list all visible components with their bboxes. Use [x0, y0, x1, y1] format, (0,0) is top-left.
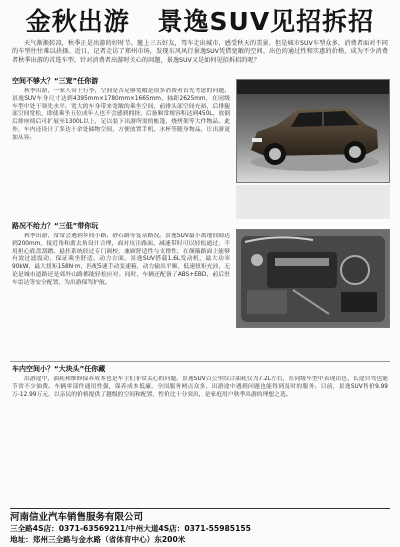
- suv-exterior-image: [237, 80, 389, 182]
- footer-divider: [10, 508, 390, 509]
- section-3-heading: 车内空间小？“大块头”任你藏: [12, 365, 106, 373]
- section-2-text-continued: [236, 330, 390, 359]
- section-2-text: 秋季出游，常常会遇到乡间小路、砂石路等复杂路况。景逸SUV最小离地间隙达到200mm，接近角和离去角设计合理，面对坑洼路面、减速带时可以轻松通过，不用担心底盘刮蹭。悬挂系统经过专门调校，兼顾舒适性与支撑性，在颠簸路面上能够有效过滤震动，保证乘坐舒适。动力方面，景逸SUV搭载1.6L发动机，最大功率90kW，最大扭矩158N·m，匹配5速手动变速箱，动力输出平顺，低速扭矩充沛，无论是城市道路还是郊外山路都能轻松应对。同时，车辆还配备了ABS+EBD、前后驻车雷达等安全配置，为出游保驾护航。: [12, 233, 230, 286]
- section-3-text: 出游途中，油耗和维修保养成本也是车主们非常关心的问题。景逸SUV百公里综合油耗仅为7.2L左右，在同级车型中表现出色，长途自驾也能节省不少油费。车辆零部件通用性强，保养成本低廉，全国服务网点众多，出游途中遇到问题也能得到及时的服务。目前，景逸SUV售价9.99万-12.99万元，以亲民的价格提供了越级的空间和配置，性价比十分突出，是家庭用户秋季出游的理想之选。: [12, 376, 388, 398]
- dealer-name: 河南信业汽车销售服务有限公司: [10, 512, 144, 523]
- headline-left: 金秋出游: [25, 7, 130, 36]
- headline-right: 景逸SUV见招拆招: [157, 7, 375, 36]
- headline: [0, 4, 400, 40]
- section-1-text: 秋季出游，一家人带上行李，空间是否足够宽敞是很多消费者首先考虑的问题。景逸SUV车身尺寸达到4395mm×1780mm×1665mm，轴距2625mm，在同级车型中处于领先水平。宽大的车身带来宽敞的乘坐空间，前排头部空间充裕，后排腿部空间宽松，即使乘坐五位成年人也不会感到拥挤。后备厢常规容积达到450L，放倒后排座椅后可扩展至1300L以上，足以装下出游所需的帐篷、烧烤架等大件物品。此外，车内还设计了多达十余处储物空间，方便放置手机、水杯等随身物品，让出游更加从容。: [12, 88, 230, 141]
- car-photo-exterior: [236, 79, 390, 183]
- intro-paragraph: 天气渐渐转凉，秋季正是出游的好时节。邀上三五好友，驾车走出城市，感受秋天的美景。但是城市SUV车型众多，消费者面对不同的车型往往难以抉择。近日，记者走访了郑州市场，发现东风风行景逸SUV凭借宽敞的空间、出色的通过性和实惠的价格，成为不少消费者秋季出游的首选车型。针对消费者出游时关心的问题，景逸SUV又是如何见招拆招的呢？: [12, 40, 388, 64]
- photo-1-background: [236, 185, 390, 219]
- dealer-address: 地址：郑州三全路与金水路（省体育中心）东200米: [10, 535, 186, 544]
- section-divider: [10, 361, 390, 362]
- engine-photo: [236, 229, 390, 328]
- engine-bay-image: [237, 230, 389, 327]
- section-1-heading: 空间不够大？“三宽”任你游: [12, 77, 99, 85]
- dealer-phones: 三全路4S店：0371-63569211/中州大道4S店：0371-55985155: [10, 524, 251, 533]
- section-2-heading: 路况不给力？“三低”带你玩: [12, 222, 99, 230]
